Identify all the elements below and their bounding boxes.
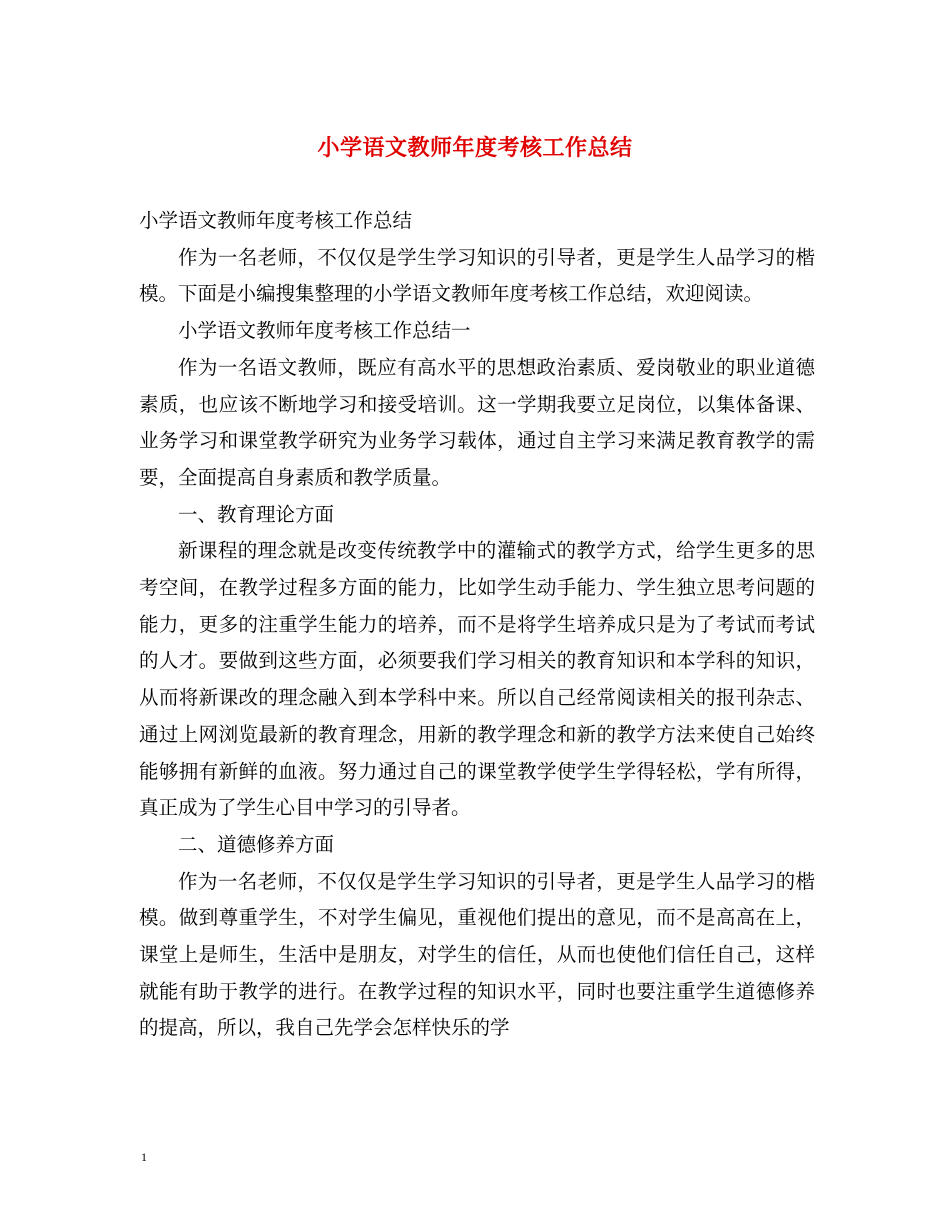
subheading-moral-cultivation: 二、道德修养方面 bbox=[178, 832, 335, 856]
document-body bbox=[139, 203, 815, 1047]
paragraph-opening: 作为一名语文教师，既应有高水平的思想政治素质、爱岗敬业的职业道德素质，也应该不断地学习和接受培训。这一学期我要立足岗位，以集体备课、业务学习和课堂教学研究为业务学习载体，通过自主学习来满足教育教学的需要，全面提高自身素质和教学质量。 bbox=[139, 355, 815, 489]
page-number: 1 bbox=[141, 1150, 147, 1164]
document-title: 小学语文教师年度考核工作总结 bbox=[317, 135, 633, 161]
body-heading: 小学语文教师年度考核工作总结 bbox=[139, 209, 413, 232]
paragraph-education-theory: 新课程的理念就是改变传统教学中的灌输式的教学方式，给学生更多的思考空间，在教学过程多方面的能力，比如学生动手能力、学生独立思考问题的能力，更多的注重学生能力的培养，而不是将学生培养成只是为了考试而考试的人才。要做到这些方面，必须要我们学习相关的教育知识和本学科的知识，从而将新课改的理念融入到本学科中来。所以自己经常阅读相关的报刊杂志、通过上网浏览最新的教育理念，用新的教学理念和新的教学方法来使自己始终能够拥有新鲜的血液。努力通过自己的课堂教学使学生学得轻松，学有所得，真正成为了学生心目中学习的引导者。 bbox=[139, 539, 815, 820]
intro-paragraph: 作为一名老师，不仅仅是学生学习知识的引导者，更是学生人品学习的楷模。下面是小编搜集整理的小学语文教师年度考核工作总结，欢迎阅读。 bbox=[139, 245, 815, 306]
section-title-one: 小学语文教师年度考核工作总结一 bbox=[178, 319, 471, 343]
subheading-education-theory: 一、教育理论方面 bbox=[178, 502, 335, 526]
paragraph-moral-cultivation: 作为一名老师，不仅仅是学生学习知识的引导者，更是学生人品学习的楷模。做到尊重学生，不对学生偏见，重视他们提出的意见，而不是高高在上，课堂上是师生，生活中是朋友，对学生的信任，从而也使他们信任自己，这样就能有助于教学的进行。在教学过程的知识水平，同时也要注重学生道德修养的提高，所以，我自己先学会怎样快乐的学 bbox=[139, 869, 815, 1040]
